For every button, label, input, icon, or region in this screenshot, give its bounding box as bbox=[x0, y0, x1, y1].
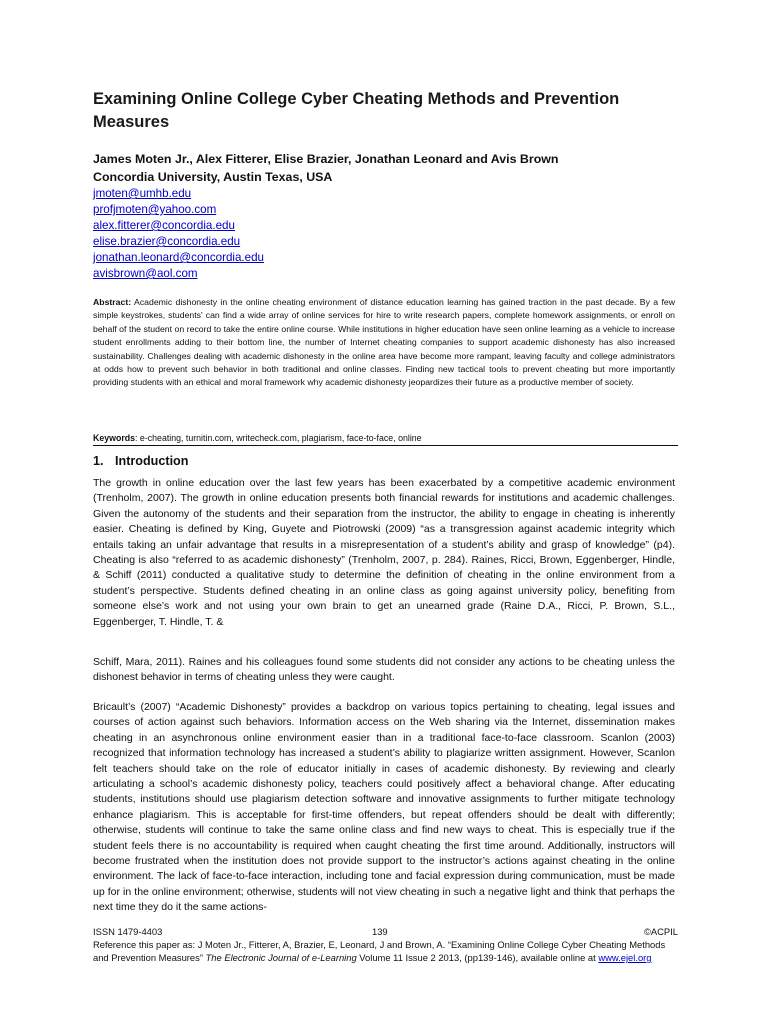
abstract-label: Abstract: bbox=[93, 297, 132, 307]
section-heading bbox=[93, 452, 188, 470]
journal-link[interactable]: www.ejel.org bbox=[598, 952, 652, 964]
body-paragraph: Schiff, Mara, 2011). Raines and his colleagues found some students did not consider any actions to be cheating unless the dishonest behavior in terms of cheating unless they were caught. bbox=[93, 656, 675, 684]
email-link[interactable]: avisbrown@aol.com bbox=[93, 267, 198, 280]
email-link[interactable]: profjmoten@yahoo.com bbox=[93, 203, 217, 216]
citation-reference bbox=[93, 938, 678, 964]
author-block bbox=[93, 150, 675, 186]
section-number: 1. bbox=[93, 454, 104, 468]
abstract bbox=[93, 296, 675, 390]
keywords-label: Keywords bbox=[93, 433, 136, 443]
email-list bbox=[93, 186, 493, 282]
section-divider bbox=[93, 445, 678, 446]
abstract-text: Academic dishonesty in the online cheating environment of distance education learning has gained traction in the past decade. By a few simple keystrokes, students' can find a wide array of online services for hire to write research papers, complete homework assignments, or enroll on behalf of the student on record to take the entire online course. While institutions in higher education have seen online learning as a vehicle to increase student enrollments adding to their bottom line, the number of Internet cheating companies to support academic dishonesty has also increased sustainability. Challenges dealing with academic dishonesty in the online area have become more rampant, leaving faculty and college administrators at odds how to prevent such behavior in both traditional and online classes. Finding new tactical tools to prevent cheating but more importantly providing students with an ethical and moral framework why academic dishonesty jeopardizes their future as a productive member of society. bbox=[93, 297, 675, 388]
email-link[interactable]: elise.brazier@concordia.edu bbox=[93, 235, 241, 248]
author-names: James Moten Jr., Alex Fitterer, Elise Brazier, Jonathan Leonard and Avis Brown bbox=[93, 152, 559, 166]
keywords bbox=[93, 432, 675, 444]
citation-volume: Volume 11 Issue 2 2013, (pp139-146), available online at bbox=[356, 952, 599, 964]
issn: ISSN 1479-4403 bbox=[93, 926, 163, 937]
page-number: 139 bbox=[372, 926, 388, 937]
affiliation: Concordia University, Austin Texas, USA bbox=[93, 170, 333, 184]
copyright: ©ACPIL bbox=[643, 926, 678, 937]
body-paragraph: The growth in online education over the last few years has been exacerbated by a competitive academic environment (Trenholm, 2007). The growth in online education presents both financial rewards for institutions and academic challenges. Given the autonomy of the students and their separation from the instructor, the ability to engage in cheating is inherently easier. Cheating is defined by King, Guyete and Piotrowski (2009) “as a transgression against academic integrity which entails taking an unfair advantage that results in a misrepresentation of a student’s ability and grasp of knowledge” (p4). Cheating is also “referred to as academic dishonesty” (Trenholm, 2007, p. 284). Raines, Ricci, Brown, Eggenberger, Hindle, & Schiff (2011) conducted a qualitative study to determine the definition of cheating in the online environment from a student’s perspective. Students defined cheating in an online class as going against university policy, benefiting from someone else’s work and not using your own brain to get an unearned grade (Raine D.A., Ricci, P. Brown, S.L., Eggenberger, T. Hindle, T. & bbox=[93, 477, 675, 628]
keywords-text: : e-cheating, turnitin.com, writecheck.com, plagiarism, face-to-face, online bbox=[135, 433, 422, 443]
journal-name: The Electronic Journal of e-Learning bbox=[205, 952, 357, 964]
body-paragraph: Bricault’s (2007) “Academic Dishonesty” provides a backdrop on various topics pertaining to cheating, legal issues and courses of action against such behaviors. Information access on the Web sharing via the Internet, dissemination makes cheating in an asynchronous online environment easier than in a traditional face-to-face classroom. Scanlon (2003) recognized that information technology has increased a student’s ability to plagiarize written assignment. However, Scanlon felt teachers should take on the role of educator initially in cases of academic dishonesty. By reviewing and clearly articulating a school’s academic dishonesty policy, teachers could positively affect a behavioral change. After educating students, institutions should use plagiarism detection software and innovative assignments to further mitigate technology enhance plagiarism. This is acceptable for first-time offenders, but repeat offenders should be dealt with differently; otherwise, students will continue to take the same online class and find new ways to cheat. This is especially true if the student feels there is no accountability is required when caught cheating the first time around. Additionally, instructors will become frustrated when the institution does not provide support to the instructor’s actions against cheating in the online environment. The lack of face-to-face interaction, including tone and facial expression during communication, must be made up for in the online environment; otherwise, students will not view cheating in such a negative light and think that perhaps the next time they do it the same actions- bbox=[93, 701, 675, 914]
email-link[interactable]: alex.fitterer@concordia.edu bbox=[93, 219, 235, 232]
paper-title: Examining Online College Cyber Cheating Methods and Prevention Measures bbox=[93, 90, 620, 131]
email-link[interactable]: jmoten@umhb.edu bbox=[93, 187, 192, 200]
citation-text: Reference this paper as: J Moten Jr., Fitterer, A, Brazier, E, Leonard, J and Brown, A. “Examining Online College Cyber Cheating Methods and Prevention Measures” bbox=[93, 939, 666, 964]
email-link[interactable]: jonathan.leonard@concordia.edu bbox=[93, 251, 264, 264]
section-title: Introduction bbox=[115, 454, 189, 468]
